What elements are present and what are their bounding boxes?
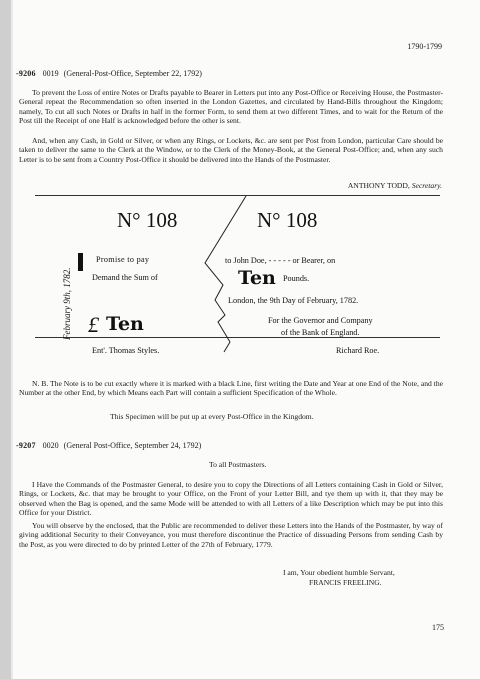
vertical-date: February 9th, 1782. bbox=[62, 267, 72, 340]
running-head: 1790-1799 bbox=[407, 42, 442, 51]
page-number: 175 bbox=[432, 623, 444, 632]
entry2-header bbox=[16, 441, 201, 450]
entry2-salutation: To all Postmasters. bbox=[209, 460, 267, 469]
entry2-signature: FRANCIS FREELING. bbox=[309, 578, 382, 587]
entry1-paragraph-2: And, when any Cash, in Gold or Silver, or when any Rings, or Lockets, &c. are sent per Post from London, particular Care should be taken to deliver the same to the Clerk at the Window, or to the Clerk of the Money-Book, at the General Post-Office; and, when any such Letter is to be sent from a Country Post-Office it should be delivered into the Hands of the Postmaster. bbox=[19, 136, 444, 164]
note-governor-line-2: of the Bank of England. bbox=[281, 328, 360, 337]
black-cut-mark bbox=[78, 253, 83, 271]
note-pound-sign: £ bbox=[88, 312, 99, 337]
note-pounds-text: Pounds. bbox=[283, 274, 310, 283]
entry2-paragraph-2: You will observe by the enclosed, that the Public are recommended to deliver these Letters into the Hands of the Postmaster, by way of giving additional Security to their Conveyance, you must therefore discontinue the Practice of dissuading Persons from sending Cash by the Post, as you were directed to do by printed Letter of the 27th of February, 1779. bbox=[19, 521, 444, 549]
note-number-left: N° 108 bbox=[117, 208, 178, 232]
entry2-paragraph-1: I Have the Commands of the Postmaster General, to desire you to copy the Directions of all Letters containing Cash in Gold or Silver, Rings, or Lockets, &c. that may be brought to your Office, on the Front of your Letter Bill, and tye them up with it, that they may be observed when the Bag is opened, and the same Mode will be attended to with all Letters of a like Description which may be put into this Office for your District. bbox=[19, 480, 443, 518]
note-governor-line-1: For the Governor and Company bbox=[268, 316, 373, 325]
note-promise-text: Promise to pay bbox=[96, 255, 150, 264]
nb-paragraph: N. B. The Note is to be cut exactly where it is marked with a black Line, first writing the Date and Year at one End of the Note, and the Number at the other End, by which Means each Part will contain a sufficient Specification of the Whole. bbox=[19, 379, 443, 398]
entry-number: 0019 bbox=[42, 69, 59, 78]
note-date-line: London, the 9th Day of February, 1782. bbox=[228, 296, 359, 305]
note-number-right: N° 108 bbox=[257, 208, 318, 232]
entry2-closing: I am, Your obedient humble Servant, bbox=[283, 568, 395, 577]
note-demand-text: Demand the Sum of bbox=[92, 273, 158, 282]
entry1-paragraph-1: To prevent the Loss of entire Notes or Drafts payable to Bearer in Letters put into any Post-Office or Receiving House, the Postmaster-General repeat the Recommendation so often inserted in the London Gazettes, and circulated by Hand-Bills throughout the Kingdom; namely, To cut all such Notes or Drafts in half in the former Form, to send them at two different Times, and to wait for the Return of the Post till the Receipt of one Half is acknowledged before the other is sent. bbox=[19, 88, 443, 126]
entry-source: (General-Post-Office, September 22, 1792) bbox=[63, 69, 202, 78]
note-cashier-signature: Richard Roe. bbox=[336, 346, 380, 355]
entry2-number: 0020 bbox=[42, 441, 59, 450]
note-payee-text: to John Doe, - - - - - or Bearer, on bbox=[225, 256, 336, 265]
note-entered-by: Ent'. Thomas Styles. bbox=[92, 346, 160, 355]
entry2-source: (General Post-Office, September 24, 1792) bbox=[63, 441, 202, 450]
entry-ref: -9206 bbox=[16, 69, 36, 78]
note-ten-word: Ten bbox=[238, 267, 276, 289]
entry1-signature: ANTHONY TODD, Secretary. bbox=[347, 181, 442, 190]
specimen-notice: This Specimen will be put up at every Post-Office in the Kingdom. bbox=[110, 412, 314, 421]
entry2-ref: -9207 bbox=[16, 441, 36, 450]
note-ten-left: Ten bbox=[106, 313, 144, 335]
